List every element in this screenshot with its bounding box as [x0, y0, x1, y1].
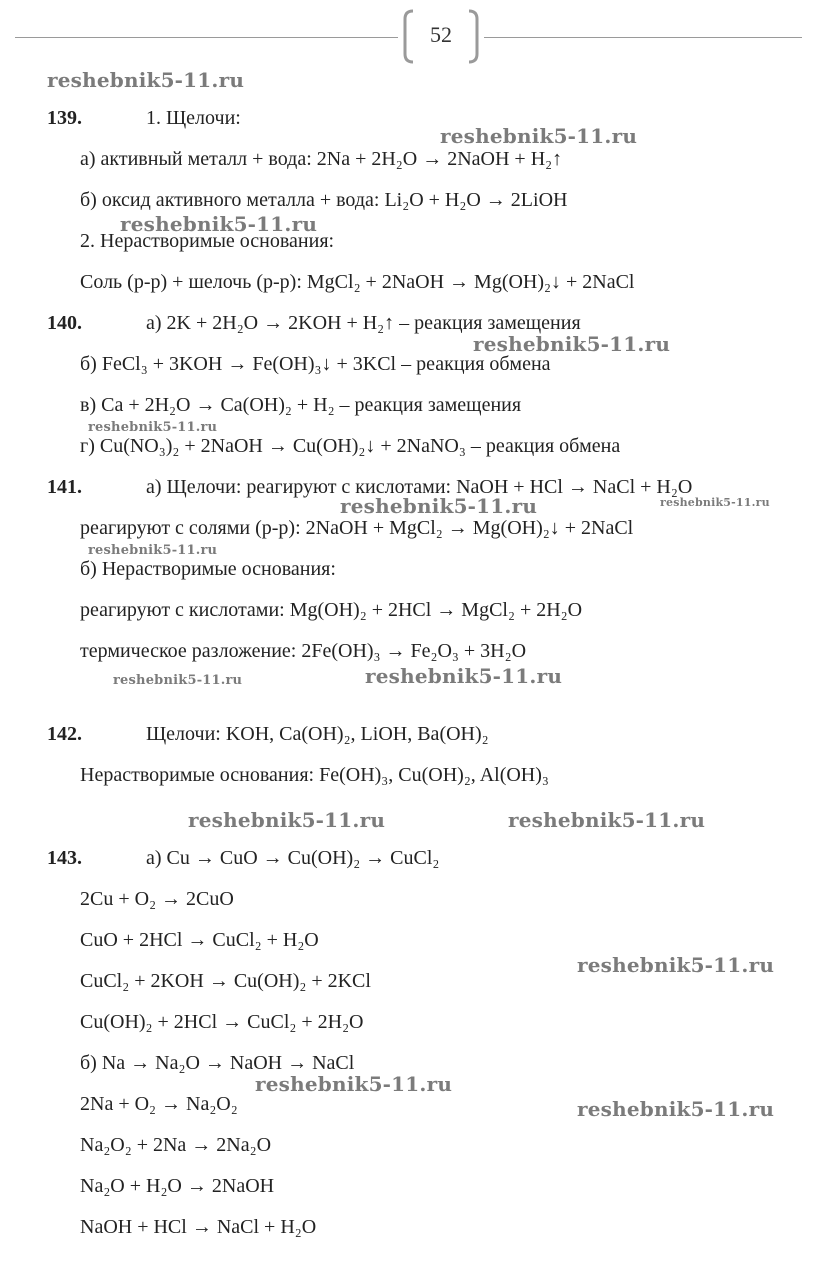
- solution-line: реагируют с солями (р-р): 2NaOH + MgCl₂ → Mg(OH)₂↓ + 2NaCl: [80, 517, 634, 539]
- watermark: reshebnik5-11.ru: [577, 1097, 775, 1121]
- watermark: reshebnik5-11.ru: [660, 496, 770, 509]
- solution-line: 2Cu + O₂ → 2CuO: [80, 888, 234, 910]
- page-number-frame: [403, 9, 479, 64]
- solution-line: а) Щелочи: реагируют с кислотами: NaOH + HCl → NaCl + H₂O: [146, 476, 693, 498]
- solution-line: CuO + 2HCl → CuCl₂ + H₂O: [80, 929, 319, 951]
- watermark: reshebnik5-11.ru: [577, 953, 775, 977]
- solution-line: Нерастворимые основания: Fe(OH)₃, Cu(OH)₂, Al(OH)₃: [80, 764, 549, 786]
- solution-line: Na₂O₂ + 2Na → 2Na₂O: [80, 1134, 272, 1156]
- solution-line: CuCl₂ + 2KOH → Cu(OH)₂ + 2KCl: [80, 970, 371, 992]
- watermark: reshebnik5-11.ru: [508, 808, 706, 832]
- solution-line: в) Ca + 2H₂O → Ca(OH)₂ + H₂ – реакция замещения: [80, 394, 522, 416]
- solution-line: а) 2K + 2H₂O → 2KOH + H₂↑ – реакция замещения: [146, 312, 581, 334]
- solution-line: б) Нерастворимые основания:: [80, 558, 336, 580]
- header-rule-left: [15, 37, 398, 38]
- watermark: reshebnik5-11.ru: [473, 332, 671, 356]
- problem-number: 142.: [47, 723, 82, 745]
- solution-line: б) Na → Na₂O → NaOH → NaCl: [80, 1052, 355, 1074]
- solution-line: г) Cu(NO₃)₂ + 2NaOH → Cu(OH)₂↓ + 2NaNO₃ – реакция обмена: [80, 435, 621, 457]
- watermark: reshebnik5-11.ru: [365, 664, 563, 688]
- watermark: reshebnik5-11.ru: [120, 212, 318, 236]
- solution-line: б) оксид активного металла + вода: Li₂O + H₂O → 2LiOH: [80, 189, 568, 211]
- problem-number: 140.: [47, 312, 82, 334]
- page-number: 52: [430, 22, 452, 47]
- watermark: reshebnik5-11.ru: [255, 1072, 453, 1096]
- solution-line: Cu(OH)₂ + 2HCl → CuCl₂ + 2H₂O: [80, 1011, 364, 1033]
- solution-line: NaOH + HCl → NaCl + H₂O: [80, 1216, 317, 1238]
- solution-line: а) Cu → CuO → Cu(OH)₂ → CuCl₂: [146, 847, 440, 869]
- problem-number: 143.: [47, 847, 82, 869]
- problem-number: 139.: [47, 107, 82, 129]
- watermark: reshebnik5-11.ru: [113, 673, 243, 688]
- solution-line: реагируют с кислотами: Mg(OH)₂ + 2HCl → MgCl₂ + 2H₂O: [80, 599, 583, 621]
- solution-line: а) активный металл + вода: 2Na + 2H₂O → 2NaOH + H₂↑: [80, 148, 563, 170]
- watermark: reshebnik5-11.ru: [440, 124, 638, 148]
- watermark: reshebnik5-11.ru: [47, 68, 245, 92]
- solution-line: б) FeCl₃ + 3KOH → Fe(OH)₃↓ + 3KCl – реакция обмена: [80, 353, 551, 375]
- header-rule-right: [484, 37, 802, 38]
- problem-number: 141.: [47, 476, 82, 498]
- watermark: reshebnik5-11.ru: [340, 494, 538, 518]
- solution-line: 1. Щелочи:: [146, 107, 241, 129]
- watermark: reshebnik5-11.ru: [188, 808, 386, 832]
- solution-line: Щелочи: KOH, Ca(OH)₂, LiOH, Ba(OH)₂: [146, 723, 489, 745]
- solution-line: термическое разложение: 2Fe(OH)₃ → Fe₂O₃ + 3H₂O: [80, 640, 527, 662]
- watermark: reshebnik5-11.ru: [88, 543, 218, 558]
- solution-line: 2Na + O₂ → Na₂O₂: [80, 1093, 238, 1115]
- watermark: reshebnik5-11.ru: [88, 420, 218, 435]
- solution-line: Na₂O + H₂O → 2NaOH: [80, 1175, 275, 1197]
- solution-line: 2. Нерастворимые основания:: [80, 230, 335, 252]
- solution-line: Соль (р-р) + шелочь (р-р): MgCl₂ + 2NaOH → Mg(OH)₂↓ + 2NaCl: [80, 271, 635, 293]
